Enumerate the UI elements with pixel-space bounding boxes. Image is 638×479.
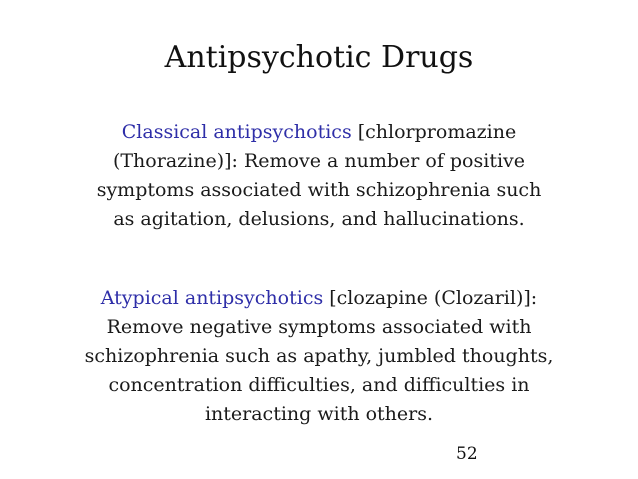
- paragraph-line: (Thorazine)]: Remove a number of positive: [112, 150, 526, 172]
- term-atypical-antipsychotics: Atypical antipsychotics: [100, 287, 324, 309]
- paragraph-line: Remove negative symptoms associated with: [106, 316, 532, 338]
- paragraph-atypical-antipsychotics: [0, 284, 638, 429]
- paragraph-line: schizophrenia such as apathy, jumbled thoughts,: [84, 345, 554, 367]
- paragraph-line: [0, 118, 638, 147]
- paragraph-line: concentration difficulties, and difficulties in: [108, 374, 530, 396]
- paragraph-line: symptoms associated with schizophrenia such: [96, 179, 542, 201]
- page-number: 52: [456, 444, 478, 464]
- term-classical-antipsychotics: Classical antipsychotics: [121, 121, 352, 143]
- paragraph-line: as agitation, delusions, and hallucinations.: [113, 208, 525, 230]
- paragraph-text: [chlorpromazine: [351, 121, 517, 143]
- paragraph-line: [0, 284, 638, 313]
- paragraph-text: [clozapine (Clozaril)]:: [323, 287, 538, 309]
- paragraph-classical-antipsychotics: [0, 118, 638, 234]
- paragraph-line: interacting with others.: [204, 403, 434, 425]
- slide-title: Antipsychotic Drugs: [164, 40, 474, 75]
